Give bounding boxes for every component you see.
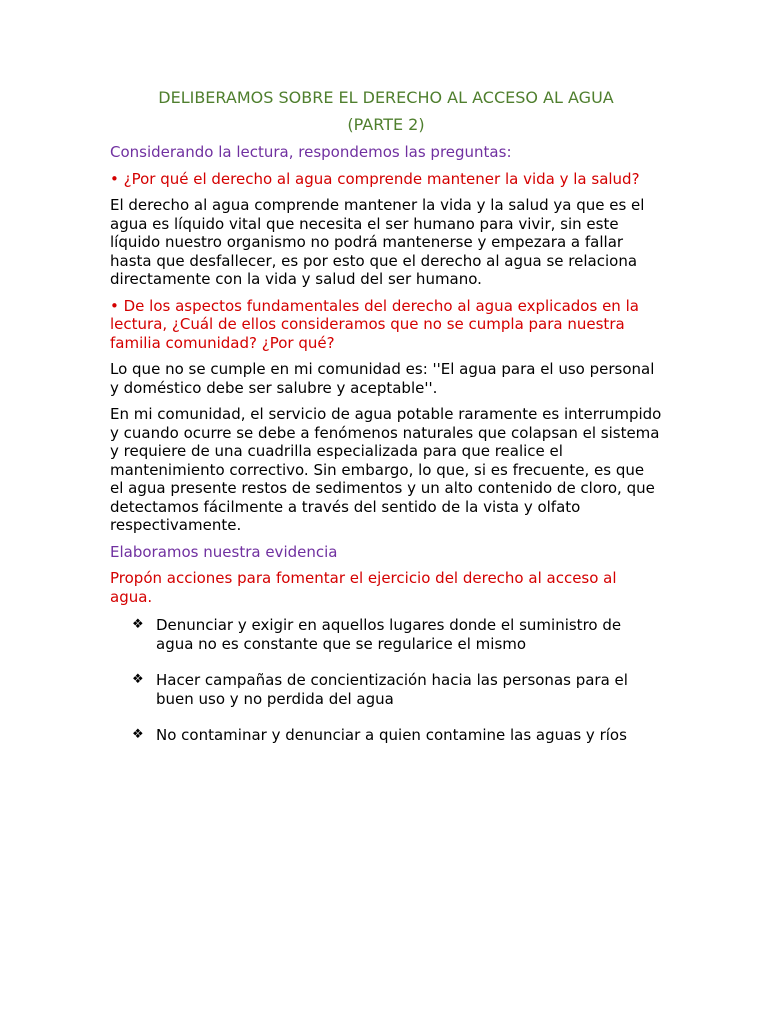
action-text: Denunciar y exigir en aquellos lugares donde el suministro de agua no es constante que se regularice el mismo: [156, 616, 622, 653]
action-text: Hacer campañas de concientización hacia las personas para el buen uso y no perdida del agua: [156, 671, 628, 708]
title-line-1: DELIBERAMOS SOBRE EL DERECHO AL ACCESO AL AGUA: [158, 88, 614, 107]
document-page: [110, 84, 662, 763]
title-line-2: (PARTE 2): [347, 115, 425, 134]
answer-2-quote: Lo que no se cumple en mi comunidad es: ''El agua para el uso personal y doméstico debe ser salubre y aceptable''.: [110, 360, 655, 397]
answer-2-explanation: En mi comunidad, el servicio de agua potable raramente es interrumpido y cuando ocurre se debe a fenómenos naturales que colapsan el sistema y requiere de una cuadrilla especializada para que realice el mantenimiento correctivo. Sin embargo, lo que, si es frecuente, es que el agua presente restos de sedimentos y un alto contenido de cloro, que detectamos fácilmente a través del sentido de la vista y olfato respectivamente.: [110, 405, 662, 534]
list-item: [110, 671, 662, 708]
diamond-bullet-icon: ❖: [132, 617, 144, 632]
diamond-bullet-icon: ❖: [132, 672, 144, 687]
diamond-bullet-icon: ❖: [132, 727, 144, 742]
answer-1: El derecho al agua comprende mantener la vida y la salud ya que es el agua es líquido vital que necesita el ser humano para vivir, sin este líquido nuestro organismo no podrá mantenerse y empezara a fallar hasta que desfallecer, es por esto que el derecho al agua se relaciona directamente con la vida y salud del ser humano.: [110, 196, 645, 288]
actions-list: [110, 616, 662, 745]
question-1: • ¿Por qué el derecho al agua comprende mantener la vida y la salud?: [110, 169, 640, 188]
evidence-heading: Elaboramos nuestra evidencia: [110, 542, 338, 561]
document-title: [110, 84, 662, 138]
list-item: [110, 616, 662, 653]
list-item: [110, 726, 662, 745]
actions-prompt: Propón acciones para fomentar el ejercicio del derecho al acceso al agua.: [110, 569, 617, 606]
action-text: No contaminar y denunciar a quien contamine las aguas y ríos: [156, 726, 627, 744]
question-2: • De los aspectos fundamentales del derecho al agua explicados en la lectura, ¿Cuál de ellos consideramos que no se cumpla para nuestra familia comunidad? ¿Por qué?: [110, 296, 639, 352]
intro-text: Considerando la lectura, respondemos las preguntas:: [110, 143, 512, 161]
